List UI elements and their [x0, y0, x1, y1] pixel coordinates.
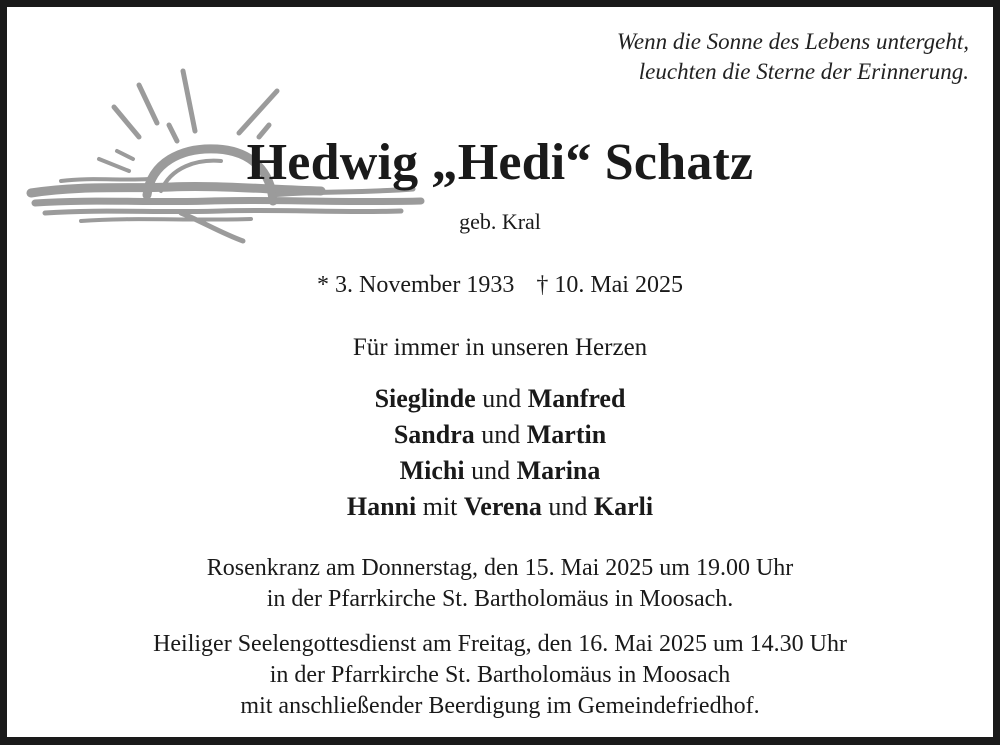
mourner-conjunction: und [474, 420, 527, 449]
mourner-name: Karli [593, 492, 654, 521]
mourner-line [7, 417, 993, 453]
mourner-name: Verena [463, 492, 542, 521]
mourner-line [7, 453, 993, 489]
birth-date: * 3. November 1933 [317, 272, 515, 298]
mourner-name: Sieglinde [374, 384, 476, 413]
mourner-name: Sandra [393, 420, 475, 449]
requiem-line-2: in der Pfarrkirche St. Bartholomäus in Moosach [269, 662, 731, 688]
mourner-conjunction: und [464, 456, 517, 485]
mourner-name: Martin [526, 420, 607, 449]
requiem-line-3: mit anschließender Beerdigung im Gemeindefriedhof. [240, 693, 760, 719]
mourner-name: Marina [516, 456, 601, 485]
maiden-name: geb. Kral [459, 209, 541, 234]
death-date: † 10. Mai 2025 [536, 272, 683, 298]
mourner-conjunction: mit [416, 492, 464, 521]
mourner-line [7, 489, 993, 525]
mourner-name: Manfred [527, 384, 626, 413]
quote-line-2: leuchten die Sterne der Erinnerung. [638, 59, 969, 84]
life-dates [7, 269, 993, 301]
mourner-name: Hanni [346, 492, 417, 521]
mourners-list [7, 381, 993, 525]
requiem-line-1: Heiliger Seelengottesdienst am Freitag, den 16. Mai 2025 um 14.30 Uhr [153, 631, 847, 657]
quote-line-1: Wenn die Sonne des Lebens untergeht, [616, 29, 969, 54]
mourner-line [7, 381, 993, 417]
mourner-conjunction: und [475, 384, 528, 413]
rosary-line-2: in der Pfarrkirche St. Bartholomäus in Moosach. [266, 586, 734, 612]
rosary-info [7, 553, 993, 615]
mourner-conjunction: und [541, 492, 594, 521]
memorial-motto: Für immer in unseren Herzen [352, 334, 648, 361]
mourner-name: Michi [399, 456, 465, 485]
epigraph-quote [617, 27, 969, 87]
requiem-info [7, 629, 993, 722]
rosary-line-1: Rosenkranz am Donnerstag, den 15. Mai 2025 um 19.00 Uhr [206, 555, 794, 581]
deceased-name: Hedwig „Hedi“ Schatz [246, 134, 754, 191]
